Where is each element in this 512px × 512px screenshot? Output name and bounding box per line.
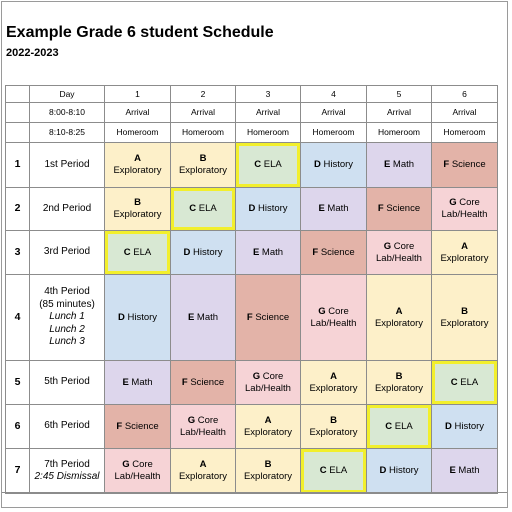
subject-name: Exploratory bbox=[178, 165, 228, 176]
block-letter: C bbox=[189, 203, 197, 215]
block-letter: D bbox=[248, 203, 256, 215]
class-cell bbox=[367, 231, 432, 275]
period-name: 1st Period bbox=[44, 158, 90, 170]
schedule-page bbox=[1, 1, 508, 508]
class-cell bbox=[367, 405, 432, 449]
day-header: 1 bbox=[105, 86, 171, 103]
block-letter: G bbox=[187, 414, 196, 426]
period-row bbox=[6, 188, 498, 231]
class-cell bbox=[301, 405, 367, 449]
period-row bbox=[6, 231, 498, 275]
class-cell bbox=[236, 405, 301, 449]
class-cell bbox=[432, 231, 498, 275]
empty-corner bbox=[6, 86, 30, 103]
period-row bbox=[6, 275, 498, 361]
subject-name: Exploratory bbox=[440, 252, 489, 264]
subject-name: Math bbox=[392, 159, 415, 171]
subject-name: Exploratory bbox=[309, 426, 358, 438]
fixed-activity: Homeroom bbox=[301, 123, 367, 143]
day-header: 6 bbox=[432, 86, 498, 103]
class-cell bbox=[105, 275, 171, 361]
subject-name: ELA bbox=[329, 465, 348, 477]
subject-name: History bbox=[388, 465, 419, 477]
day-header: 4 bbox=[301, 86, 367, 103]
class-cell bbox=[171, 143, 236, 188]
block-letter: F bbox=[246, 311, 253, 323]
fixed-activity: Arrival bbox=[432, 103, 498, 123]
class-cell bbox=[171, 231, 236, 275]
block-letter: D bbox=[444, 420, 452, 432]
class-cell bbox=[171, 449, 236, 494]
block-letter: E bbox=[383, 159, 391, 171]
block-letter: F bbox=[377, 203, 384, 215]
block-letter: E bbox=[449, 465, 456, 477]
block-letter: B bbox=[461, 305, 468, 317]
period-number: 4 bbox=[6, 275, 30, 361]
subject-name: Exploratory bbox=[374, 382, 424, 394]
block-letter: C bbox=[450, 376, 458, 388]
header-row bbox=[6, 86, 498, 103]
fixed-row bbox=[6, 123, 498, 143]
class-cell bbox=[301, 449, 367, 494]
class-cell bbox=[432, 143, 498, 188]
class-cell bbox=[105, 188, 171, 231]
class-cell bbox=[367, 143, 432, 188]
block-letter: G bbox=[252, 370, 261, 382]
subject-name: ELA bbox=[198, 203, 217, 215]
block-letter: C bbox=[123, 246, 131, 258]
class-cell bbox=[301, 361, 367, 405]
period-name-cell bbox=[30, 449, 105, 494]
lunch-label: Lunch 2 bbox=[49, 323, 85, 335]
subject-name: Exploratory bbox=[113, 209, 162, 220]
block-letter: F bbox=[312, 246, 319, 258]
subject-name: Exploratory bbox=[440, 317, 489, 329]
period-number: 1 bbox=[6, 143, 30, 188]
fixed-activity: Arrival bbox=[236, 103, 301, 123]
class-cell bbox=[171, 405, 236, 449]
block-letter: B bbox=[199, 153, 207, 165]
class-cell bbox=[432, 275, 498, 361]
class-cell bbox=[105, 449, 171, 494]
class-cell bbox=[171, 188, 236, 231]
class-cell bbox=[236, 275, 301, 361]
day-header: 2 bbox=[171, 86, 236, 103]
subject-name: History bbox=[127, 311, 158, 323]
period-number: 6 bbox=[6, 405, 30, 449]
class-cell bbox=[432, 449, 498, 494]
block-letter: E bbox=[318, 203, 325, 215]
time-label: 8:10-8:25 bbox=[30, 123, 105, 143]
period-name-cell bbox=[30, 361, 105, 405]
class-cell bbox=[236, 188, 301, 231]
subject-name: Core Lab/Health bbox=[180, 414, 226, 438]
period-name: (85 minutes) bbox=[39, 298, 95, 310]
block-letter: A bbox=[461, 240, 468, 252]
class-cell bbox=[432, 361, 498, 405]
class-cell bbox=[236, 231, 301, 275]
schedule-body bbox=[6, 86, 498, 494]
block-letter: D bbox=[379, 465, 387, 477]
class-cell bbox=[236, 449, 301, 494]
subject-name: Math bbox=[458, 465, 480, 477]
block-letter: G bbox=[383, 240, 392, 252]
period-row bbox=[6, 361, 498, 405]
block-letter: F bbox=[181, 376, 188, 388]
lunch-label: Lunch 1 bbox=[49, 311, 85, 323]
class-cell bbox=[171, 275, 236, 361]
day-header: 5 bbox=[367, 86, 432, 103]
subject-name: Exploratory bbox=[374, 317, 424, 329]
period-number: 5 bbox=[6, 361, 30, 405]
class-cell bbox=[301, 275, 367, 361]
subject-name: Core Lab/Health bbox=[245, 370, 291, 394]
period-name: 2nd Period bbox=[42, 202, 92, 214]
class-cell bbox=[301, 143, 367, 188]
subject-name: Core Lab/Health bbox=[310, 305, 357, 329]
empty-cell bbox=[6, 103, 30, 123]
dismissal-label: 2:45 Dismissal bbox=[34, 471, 100, 482]
subject-name: History bbox=[257, 203, 288, 215]
period-row bbox=[6, 405, 498, 449]
class-cell bbox=[367, 275, 432, 361]
subject-name: Math bbox=[327, 203, 349, 215]
fixed-activity: Homeroom bbox=[171, 123, 236, 143]
fixed-activity: Homeroom bbox=[367, 123, 432, 143]
fixed-activity: Arrival bbox=[301, 103, 367, 123]
fixed-activity: Arrival bbox=[171, 103, 236, 123]
block-letter: A bbox=[199, 459, 207, 471]
block-letter: D bbox=[313, 159, 321, 171]
day-label: Day bbox=[30, 86, 105, 103]
subject-name: Math bbox=[196, 311, 219, 323]
block-letter: F bbox=[116, 420, 123, 432]
period-name: 6th Period bbox=[44, 420, 90, 432]
subject-name: Exploratory bbox=[113, 165, 162, 176]
block-letter: E bbox=[252, 246, 260, 258]
subject-name: Exploratory bbox=[309, 382, 358, 394]
class-cell bbox=[105, 231, 171, 275]
subject-name: Core Lab/Health bbox=[376, 240, 422, 264]
class-cell bbox=[432, 405, 498, 449]
subject-name: ELA bbox=[263, 159, 282, 171]
period-row bbox=[6, 143, 498, 188]
period-number: 7 bbox=[6, 449, 30, 494]
class-cell bbox=[367, 188, 432, 231]
subject-name: History bbox=[454, 420, 485, 432]
subject-name: Science bbox=[320, 246, 355, 258]
subject-name: ELA bbox=[133, 246, 152, 258]
subject-name: Science bbox=[451, 159, 486, 171]
day-header: 3 bbox=[236, 86, 301, 103]
block-letter: G bbox=[318, 305, 326, 317]
period-name-cell bbox=[30, 188, 105, 231]
block-letter: B bbox=[134, 197, 141, 209]
block-letter: C bbox=[254, 159, 262, 171]
subject-name: Exploratory bbox=[243, 426, 293, 438]
fixed-activity: Arrival bbox=[367, 103, 432, 123]
block-letter: G bbox=[449, 197, 457, 209]
class-cell bbox=[367, 449, 432, 494]
fixed-activity: Homeroom bbox=[105, 123, 171, 143]
school-year: 2022-2023 bbox=[6, 47, 59, 59]
period-name-cell bbox=[30, 275, 105, 361]
subject-name: Science bbox=[386, 203, 421, 215]
block-letter: B bbox=[264, 459, 272, 471]
period-row bbox=[6, 449, 498, 494]
subject-name: Exploratory bbox=[243, 471, 293, 482]
block-letter: B bbox=[395, 370, 403, 382]
class-cell bbox=[105, 361, 171, 405]
block-letter: A bbox=[395, 305, 403, 317]
block-letter: A bbox=[264, 414, 272, 426]
period-name: 4th Period bbox=[44, 286, 90, 298]
period-name: 3rd Period bbox=[43, 246, 91, 258]
block-letter: C bbox=[385, 420, 393, 432]
subject-name: Core Lab/Health bbox=[114, 459, 161, 482]
subject-name: Exploratory bbox=[178, 471, 228, 482]
period-name-cell bbox=[30, 231, 105, 275]
block-letter: F bbox=[443, 159, 450, 171]
subject-name: History bbox=[323, 159, 354, 171]
class-cell bbox=[432, 188, 498, 231]
class-cell bbox=[301, 231, 367, 275]
subject-name: Science bbox=[255, 311, 290, 323]
class-cell bbox=[171, 361, 236, 405]
block-letter: D bbox=[183, 246, 191, 258]
fixed-activity: Homeroom bbox=[432, 123, 498, 143]
subject-name: History bbox=[192, 246, 223, 258]
time-label: 8:00-8:10 bbox=[30, 103, 105, 123]
class-cell bbox=[105, 143, 171, 188]
subject-name: Science bbox=[124, 420, 159, 432]
block-letter: A bbox=[134, 153, 141, 165]
class-cell bbox=[236, 143, 301, 188]
page-title: Example Grade 6 student Schedule bbox=[6, 24, 274, 41]
block-letter: B bbox=[330, 414, 337, 426]
block-letter: A bbox=[330, 370, 337, 382]
subject-name: ELA bbox=[394, 420, 413, 432]
class-cell bbox=[236, 361, 301, 405]
subject-name: ELA bbox=[460, 376, 479, 388]
block-letter: E bbox=[122, 376, 129, 388]
block-letter: D bbox=[117, 311, 125, 323]
period-name: 5th Period bbox=[44, 376, 90, 388]
subject-name: Math bbox=[261, 246, 284, 258]
subject-name: Science bbox=[190, 376, 225, 388]
fixed-row bbox=[6, 103, 498, 123]
period-name: 7th Period bbox=[44, 458, 90, 470]
block-letter: E bbox=[187, 311, 195, 323]
period-name-cell bbox=[30, 143, 105, 188]
fixed-activity: Arrival bbox=[105, 103, 171, 123]
class-cell bbox=[367, 361, 432, 405]
class-cell bbox=[105, 405, 171, 449]
subject-name: Math bbox=[131, 376, 153, 388]
page-bottom-rule bbox=[2, 492, 507, 493]
subject-name: Core Lab/Health bbox=[441, 197, 488, 220]
period-name-cell bbox=[30, 405, 105, 449]
block-letter: G bbox=[122, 459, 130, 471]
period-number: 2 bbox=[6, 188, 30, 231]
block-letter: C bbox=[319, 465, 327, 477]
period-number: 3 bbox=[6, 231, 30, 275]
class-cell bbox=[301, 188, 367, 231]
fixed-activity: Homeroom bbox=[236, 123, 301, 143]
lunch-label: Lunch 3 bbox=[49, 336, 85, 348]
schedule-table bbox=[5, 85, 498, 494]
empty-cell bbox=[6, 123, 30, 143]
